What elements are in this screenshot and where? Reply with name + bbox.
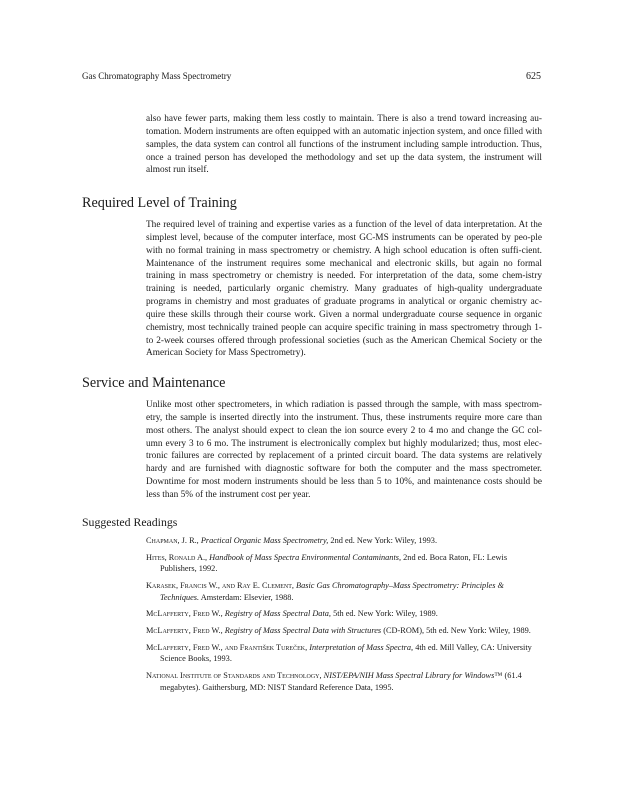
reference-title: Practical Organic Mass Spectrometry, xyxy=(200,536,329,545)
reference-details: 5th ed. New York: Wiley, 1989. xyxy=(333,609,438,619)
reference-details: 4th ed. Mill Valley, CA: University Science Books, 1993. xyxy=(160,642,532,664)
reference-item xyxy=(146,552,544,575)
reference-details: (CD-ROM), 5th ed. New York: Wiley, 1989. xyxy=(383,625,531,635)
reference-item xyxy=(146,580,544,603)
section-paragraph-training: The required level of training and expertise varies as a function of the level of data interpretation. At the simplest level, because of the computer interface, most GC-MS instruments can be operated by peo-ple with no formal training in mass spectrometry or chemistry. A high school education is often suffi-cient. Maintenance of the instrument requires some mechanical and electronic skills, but again no formal training in mass spectrometry or chemistry is needed. For interpretation of the data, some chem-istry training is needed, particularly organic chemistry. Many graduates of high-quality undergraduate programs in chemistry and most graduates of graduate programs in analytical or organic chemistry ac-quire these skills through their course work. Given a normal undergraduate course sequence in organic chemistry, most technically trained people can acquire specific training in mass spectrometry through 1- to 2-week courses offered through professional societies (such as the American Chemical Society or the American Society for Mass Spectrometry). xyxy=(146,220,542,359)
running-title: Gas Chromatography Mass Spectrometry xyxy=(82,71,232,81)
page-number: 625 xyxy=(526,71,541,82)
reference-title: Registry of Mass Spectral Data, xyxy=(224,609,331,619)
suggested-readings-heading: Suggested Readings xyxy=(82,515,178,529)
reference-item xyxy=(146,642,544,665)
reference-title: NIST/EPA/NIH Mass Spectral Library for Windows™ xyxy=(323,670,503,680)
reference-authors: Chapman, J. R., xyxy=(146,536,199,545)
reference-details: 2nd ed. New York: Wiley, 1993. xyxy=(330,536,438,545)
section-paragraph-service: Unlike most other spectrometers, in which radiation is passed through the sample, with mass spectrom-etry, the sample is inserted directly into the instrument. Thus, these instruments require more care than most others. The analyst should expect to clean the ion source every 2 to 4 mo and change the GC col-umn every 3 to 6 mo. The instrument is electronically complex but highly modularized; thus, most elec-tronic failures are corrected by replacement of a printed circuit board. The data systems are relatively hardy and are furnished with diagnostic software for both the computer and the mass spectrometer. Downtime for most modern instruments should be less than 5 to 10%, and maintenance costs should be less than 5% of the instrument cost per year. xyxy=(146,400,542,500)
reference-authors: McLafferty, Fred W., xyxy=(146,609,223,619)
reference-details: Amsterdam: Elsevier, 1988. xyxy=(200,592,294,602)
reference-authors: McLafferty, Fred W., and František Tureček, xyxy=(146,642,308,652)
reference-details: 2nd ed. Boca Raton, FL: Lewis Publishers, 1992. xyxy=(160,552,508,574)
reference-authors: National Institute of Standards and Technology, xyxy=(146,670,322,680)
running-head xyxy=(82,71,541,85)
section-heading-service: Service and Maintenance xyxy=(82,375,226,391)
reference-authors: McLafferty, Fred W., xyxy=(146,625,223,635)
reference-authors: Karasek, Francis W., and Ray E. Clement, xyxy=(146,580,294,590)
reference-item xyxy=(146,625,544,637)
reference-item xyxy=(146,670,544,693)
reference-item xyxy=(146,608,544,620)
reference-authors: Hites, Ronald A., xyxy=(146,552,208,562)
reference-item xyxy=(146,535,544,547)
reference-details: (61.4 megabytes). Gaithersburg, MD: NIST Standard Reference Data, 1995. xyxy=(160,670,522,692)
reference-title: Interpretation of Mass Spectra, xyxy=(309,642,414,652)
section-heading-training: Required Level of Training xyxy=(82,195,237,211)
reference-title: Basic Gas Chromatography–Mass Spectrometry: Principles & Techniques. xyxy=(160,580,504,602)
reference-title: Registry of Mass Spectral Data with Structures xyxy=(224,625,382,635)
reference-list xyxy=(146,535,544,698)
reference-title: Handbook of Mass Spectra Environmental Contaminants, xyxy=(209,552,402,562)
intro-paragraph: also have fewer parts, making them less costly to maintain. There is also a trend toward increasing au-tomation. Modern instruments are often equipped with an automatic injection system, and once filled with samples, the data system can control all functions of the instrument including sample introduction. Thus, once a trained person has developed the methodology and set up the data system, the instrument will almost run itself. xyxy=(146,114,542,176)
